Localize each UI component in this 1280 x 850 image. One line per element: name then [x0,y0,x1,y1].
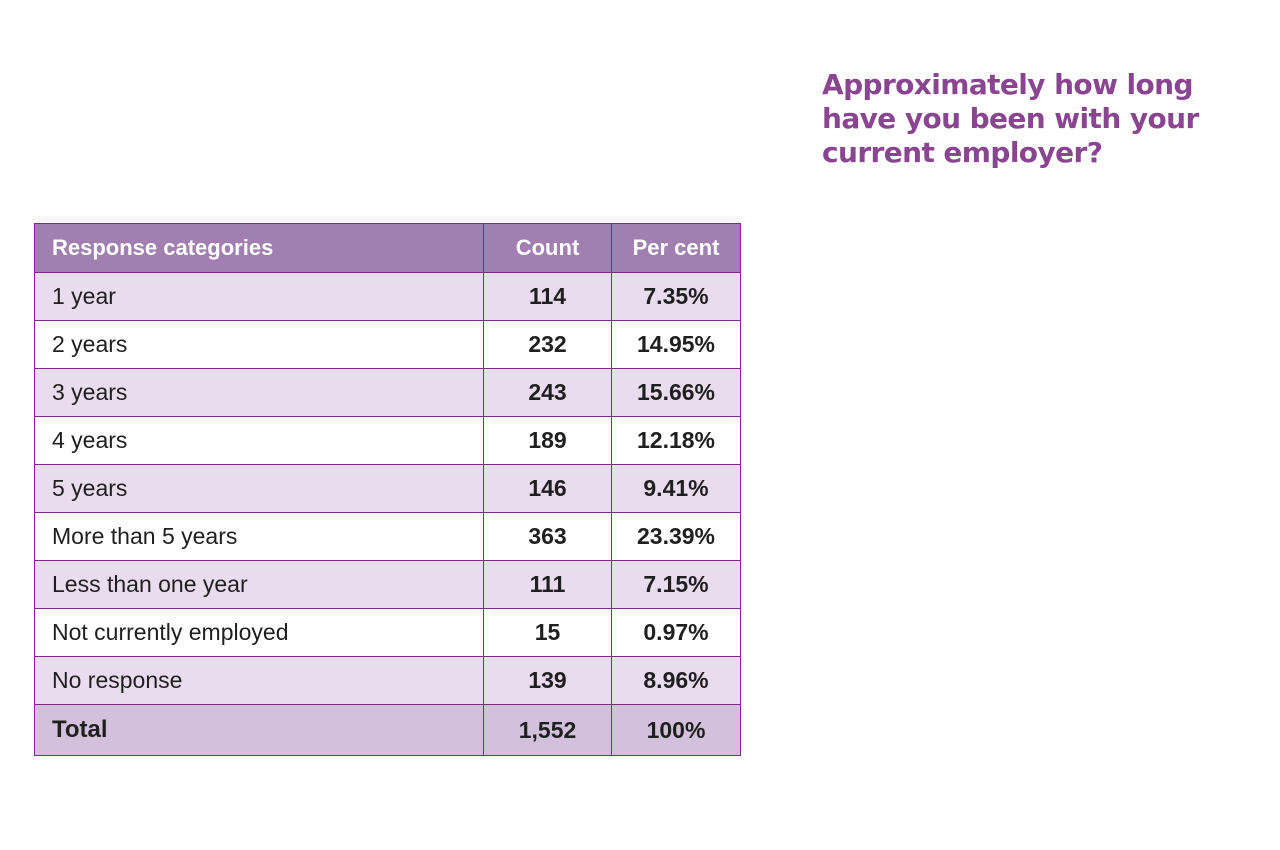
table-row [35,561,741,609]
category-cell: Not currently employed [35,609,484,657]
table-row [35,609,741,657]
header-per-cent: Per cent [612,224,741,273]
total-row [35,705,741,756]
count-cell: 189 [484,417,612,465]
percent-cell: 12.18% [612,417,741,465]
total-label: Total [35,705,484,756]
category-cell: 3 years [35,369,484,417]
question-title [822,68,1242,170]
count-cell: 139 [484,657,612,705]
question-line-3: current employer? [822,136,1103,169]
table-row [35,369,741,417]
count-cell: 15 [484,609,612,657]
percent-cell: 9.41% [612,465,741,513]
percent-cell: 8.96% [612,657,741,705]
category-cell: Less than one year [35,561,484,609]
table-row [35,465,741,513]
question-line-2: have you been with your [822,102,1199,135]
table-row [35,321,741,369]
total-percent: 100% [612,705,741,756]
category-cell: More than 5 years [35,513,484,561]
total-count: 1,552 [484,705,612,756]
count-cell: 146 [484,465,612,513]
count-cell: 243 [484,369,612,417]
percent-cell: 23.39% [612,513,741,561]
percent-cell: 0.97% [612,609,741,657]
category-cell: No response [35,657,484,705]
category-cell: 2 years [35,321,484,369]
table-row [35,273,741,321]
category-cell: 1 year [35,273,484,321]
count-cell: 111 [484,561,612,609]
table-row [35,657,741,705]
category-cell: 4 years [35,417,484,465]
results-table [34,223,741,756]
header-count: Count [484,224,612,273]
count-cell: 363 [484,513,612,561]
count-cell: 232 [484,321,612,369]
percent-cell: 15.66% [612,369,741,417]
percent-cell: 7.35% [612,273,741,321]
question-line-1: Approximately how long [822,68,1193,101]
table-row [35,417,741,465]
percent-cell: 7.15% [612,561,741,609]
header-row [35,224,741,273]
category-cell: 5 years [35,465,484,513]
table-row [35,513,741,561]
count-cell: 114 [484,273,612,321]
percent-cell: 14.95% [612,321,741,369]
header-response-categories: Response categories [35,224,484,273]
